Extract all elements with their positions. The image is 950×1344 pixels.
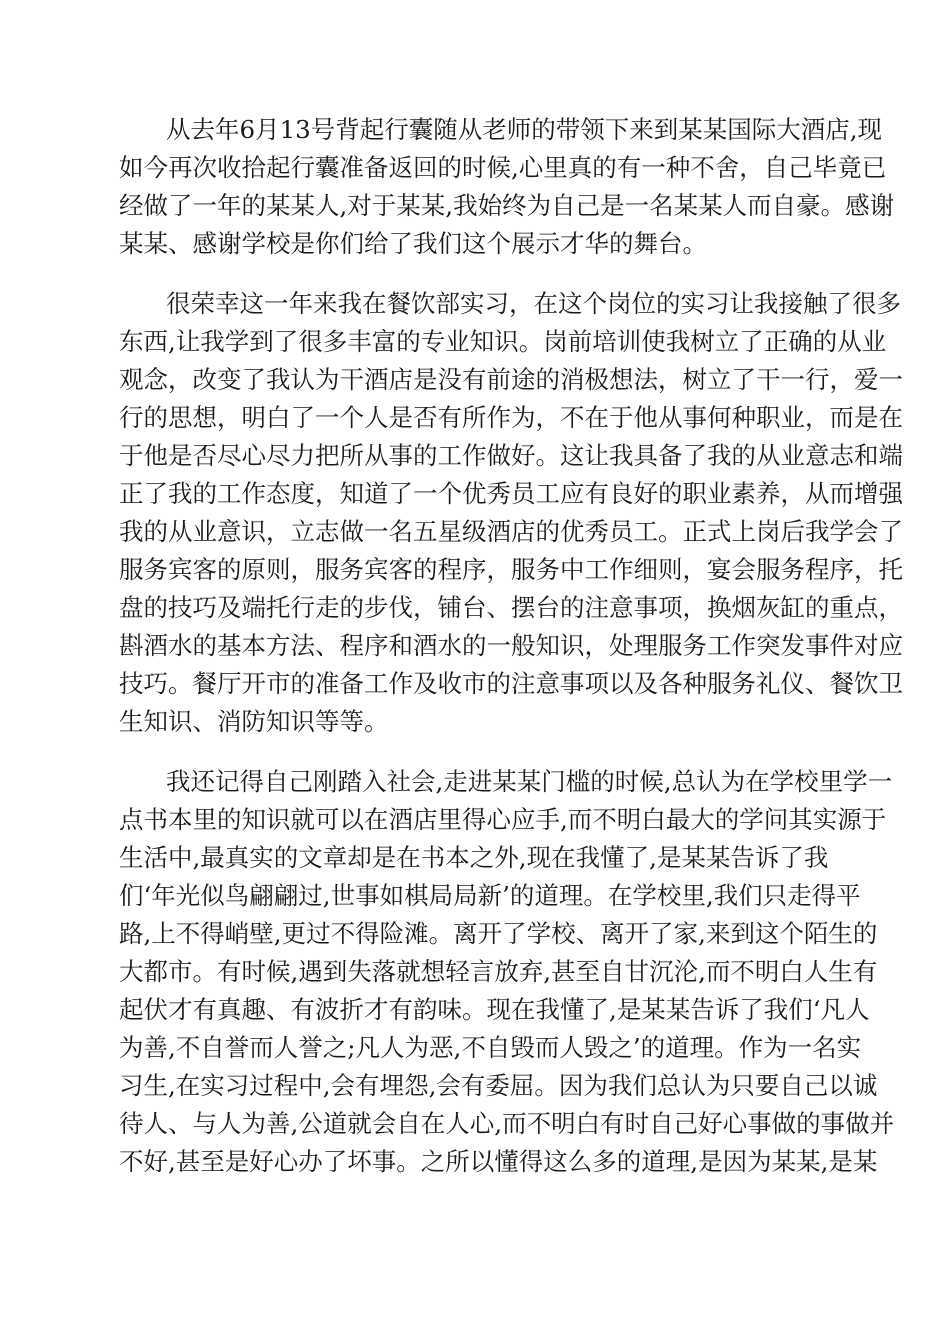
text-line: 从去年6月13号背起行囊随从老师的带领下来到某某国际大酒店,现: [166, 115, 883, 144]
text-line: 我的从业意识，立志做一名五星级酒店的优秀员工。正式上岗后我学会了: [119, 517, 903, 546]
text-line: 们‘年光似鸟翩翩过,世事如棋局局新’的道理。在学校里,我们只走得平: [119, 881, 861, 910]
text-line: 东西,让我学到了很多丰富的专业知识。岗前培训使我树立了正确的从业: [119, 327, 887, 356]
text-line: 起伏才有真趣、有波折才有韵味。现在我懂了,是某某告诉了我们‘凡人: [119, 995, 870, 1024]
text-line: 于他是否尽心尽力把所从事的工作做好。这让我具备了我的从业意志和端: [119, 441, 903, 470]
text-line: 大都市。有时候,遇到失落就想轻言放弃,甚至自甘沉沦,而不明白人生有: [119, 957, 878, 986]
text-line: 服务宾客的原则，服务宾客的程序，服务中工作细则，宴会服务程序，托: [119, 555, 903, 584]
text-line: 斟酒水的基本方法、程序和酒水的一般知识，处理服务工作突发事件对应: [119, 631, 903, 660]
text-line: 为善,不自誉而人誉之;凡人为恶,不自毁而人毁之’的道理。作为一名实: [119, 1033, 862, 1062]
text-line: 生知识、消防知识等等。: [119, 707, 389, 736]
text-line: 经做了一年的某某人,对于某某,我始终为自己是一名某某人而自豪。感谢: [119, 191, 895, 220]
text-line: 技巧。餐厅开市的准备工作及收市的注意事项以及各种服务礼仪、餐饮卫: [119, 669, 903, 698]
text-line: 我还记得自己刚踏入社会,走进某某门槛的时候,总认为在学校里学一: [166, 767, 893, 796]
text-line: 习生,在实习过程中,会有埋怨,会有委屈。因为我们总认为只要自己以诚: [119, 1071, 878, 1100]
text-line: 行的思想，明白了一个人是否有所作为，不在于他从事何种职业，而是在: [119, 403, 903, 432]
text-line: 路,上不得峭壁,更过不得险滩。离开了学校、离开了家,来到这个陌生的: [119, 919, 878, 948]
text-line: 盘的技巧及端托行走的步伐，铺台、摆台的注意事项，换烟灰缸的重点，: [119, 593, 903, 622]
text-line: 不好,甚至是好心办了坏事。之所以懂得这么多的道理,是因为某某,是某: [119, 1147, 878, 1176]
text-line: 点书本里的知识就可以在酒店里得心应手,而不明白最大的学问其实源于: [119, 805, 887, 834]
text-line: 生活中,最真实的文章却是在书本之外,现在我懂了,是某某告诉了我: [119, 843, 829, 872]
text-line: 待人、与人为善,公道就会自在人心,而不明白有时自己好心事做的事做并: [119, 1109, 895, 1138]
text-line: 如今再次收拾起行囊准备返回的时候,心里真的有一种不舍，自己毕竟已: [119, 153, 887, 182]
text-line: 很荣幸这一年来我在餐饮部实习，在这个岗位的实习让我接触了很多: [166, 289, 901, 318]
text-line: 正了我的工作态度，知道了一个优秀员工应有良好的职业素养，从而增强: [119, 479, 903, 508]
text-line: 某某、感谢学校是你们给了我们这个展示才华的舞台。: [119, 229, 707, 258]
text-line: 观念，改变了我认为干酒店是没有前途的消极想法，树立了干一行，爱一: [119, 365, 903, 394]
